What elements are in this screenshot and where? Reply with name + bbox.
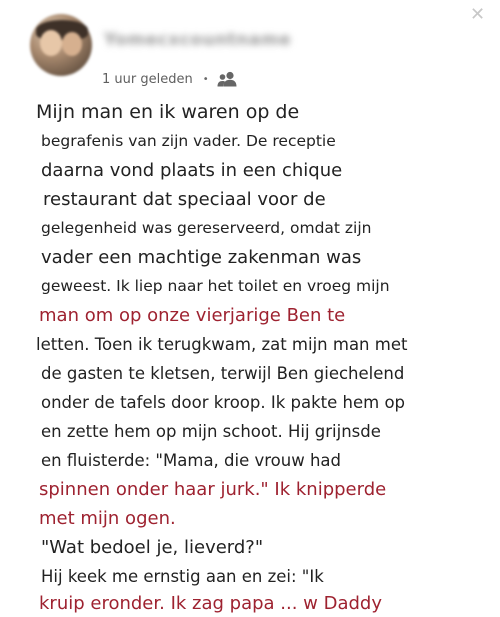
body-line: Mijn man en ik waren op de: [36, 101, 300, 123]
collapse-icon[interactable]: ✕: [470, 4, 486, 25]
body-line: daarna vond plaats in een chique: [41, 160, 343, 181]
body-line: begrafenis van zijn vader. De receptie: [41, 132, 336, 150]
body-line: letten. Toen ik terugkwam, zat mijn man met: [36, 335, 408, 354]
body-line: en fluisterde: "Mama, die vrouw had: [41, 451, 342, 470]
meta-separator: •: [202, 73, 209, 85]
body-line: restaurant dat speciaal voor de: [43, 189, 326, 210]
timestamp[interactable]: 1 uur geleden: [102, 71, 193, 87]
body-line-highlight: man om op onze vierjarige Ben te: [39, 305, 346, 326]
username[interactable]: Yomecxcountname: [104, 30, 292, 50]
post-meta: [102, 70, 239, 88]
body-line-highlight: spinnen onder haar jurk." Ik knipperde: [39, 479, 387, 500]
people-icon: [217, 71, 239, 87]
body-line: Hij keek me ernstig aan en zei: "Ik: [41, 567, 324, 586]
body-line: vader een machtige zakenman was: [41, 247, 362, 268]
avatar-face-right: [62, 32, 82, 56]
avatar[interactable]: [30, 14, 92, 76]
avatar-face-left: [40, 30, 62, 56]
body-line: "Wat bedoel je, lieverd?": [41, 537, 264, 558]
body-line: geweest. Ik liep naar het toilet en vroeg mijn: [41, 277, 390, 295]
post-body: [36, 98, 492, 613]
body-line-highlight: kruip eronder. Ik zag papa ... w Daddy: [39, 593, 383, 614]
body-line: onder de tafels door kroop. Ik pakte hem op: [41, 393, 406, 412]
body-line: de gasten te kletsen, terwijl Ben giechelend: [41, 364, 405, 383]
body-line: en zette hem op mijn schoot. Hij grijnsde: [41, 422, 381, 441]
body-line: gelegenheid was gereserveerd, omdat zijn: [41, 219, 372, 237]
body-line-highlight: met mijn ogen.: [39, 508, 176, 529]
